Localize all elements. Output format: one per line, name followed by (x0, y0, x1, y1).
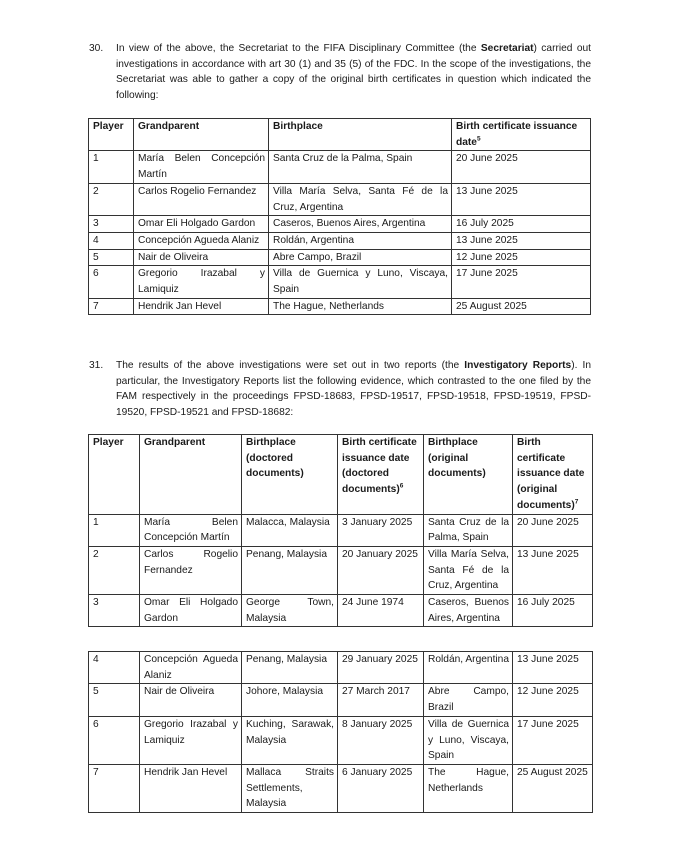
table-cell: María Belen Concepción Martín (134, 151, 269, 183)
table-cell: The Hague, Netherlands (424, 764, 513, 812)
table-cell: Omar Eli Holgado Gardon (134, 216, 269, 233)
table-cell: 2 (89, 546, 140, 594)
table-row (89, 183, 591, 215)
footnote-ref: 7 (574, 498, 579, 506)
table-cell: 29 January 2025 (338, 652, 424, 684)
table-cell: 13 June 2025 (452, 183, 591, 215)
table-cell: 20 June 2025 (513, 514, 593, 546)
table-cell: 2 (89, 183, 134, 215)
birth-certificates-table (88, 118, 591, 315)
table-cell: 13 June 2025 (513, 546, 593, 594)
table-cell: Concepción Agueda Alaniz (140, 652, 242, 684)
footnote-ref: 5 (476, 135, 481, 143)
column-header: Birthplace (doctored documents) (242, 435, 338, 515)
table-row (89, 216, 591, 233)
table-cell: Omar Eli Holgado Gardon (140, 595, 242, 627)
table-row (89, 514, 593, 546)
table-cell: 20 June 2025 (452, 151, 591, 183)
table-cell: Malacca, Malaysia (242, 514, 338, 546)
table-cell: 6 (89, 266, 134, 298)
table-cell: Johore, Malaysia (242, 684, 338, 716)
table-cell: 20 January 2025 (338, 546, 424, 594)
table-cell: 3 (89, 216, 134, 233)
table-header-row (89, 119, 591, 151)
table-cell: Gregorio Irazabal y Lamiquiz (134, 266, 269, 298)
paragraph-30 (89, 41, 591, 103)
table-header-row (89, 435, 593, 515)
table-row (89, 266, 591, 298)
evidence-comparison-table-continued (88, 651, 593, 813)
column-header: Birth certificate issuance date$^5$ (452, 119, 591, 151)
table-cell: Hendrik Jan Hevel (134, 298, 269, 315)
table-cell: 3 January 2025 (338, 514, 424, 546)
table-row (89, 764, 593, 812)
table-cell: Santa Cruz de la Palma, Spain (424, 514, 513, 546)
table-cell: 1 (89, 514, 140, 546)
table-row (89, 546, 593, 594)
paragraph-number: 30. (89, 43, 104, 54)
table-cell: Abre Campo, Brazil (424, 684, 513, 716)
table-cell: 6 (89, 716, 140, 764)
table-cell: Caseros, Buenos Aires, Argentina (424, 595, 513, 627)
table-cell: Roldán, Argentina (269, 232, 452, 249)
table-cell: 12 June 2025 (452, 249, 591, 266)
table-cell: 25 August 2025 (452, 298, 591, 315)
table-cell: 24 June 1974 (338, 595, 424, 627)
table-cell: 1 (89, 151, 134, 183)
table-row (89, 684, 593, 716)
footnote-ref: 6 (399, 482, 404, 490)
table-row (89, 298, 591, 315)
table-cell: 17 June 2025 (452, 266, 591, 298)
table-cell: 17 June 2025 (513, 716, 593, 764)
table-cell: Caseros, Buenos Aires, Argentina (269, 216, 452, 233)
table-cell: 4 (89, 232, 134, 249)
column-header: Player (89, 435, 140, 515)
column-header: Grandparent (140, 435, 242, 515)
table-row (89, 716, 593, 764)
table-row (89, 249, 591, 266)
table-cell: 27 March 2017 (338, 684, 424, 716)
evidence-comparison-table (88, 434, 593, 627)
table-row (89, 595, 593, 627)
table-cell: Kuching, Sarawak, Malaysia (242, 716, 338, 764)
table-cell: Villa de Guernica y Luno, Viscaya, Spain (424, 716, 513, 764)
column-header: Birthplace (original documents) (424, 435, 513, 515)
table-cell: Villa María Selva, Santa Fé de la Cruz, Argentina (269, 183, 452, 215)
column-header: Player (89, 119, 134, 151)
column-header: Birth certificate issuance date (original documents)$^7$ (513, 435, 593, 515)
table-row (89, 652, 593, 684)
table-cell: 25 August 2025 (513, 764, 593, 812)
table-cell: Gregorio Irazabal y Lamiquiz (140, 716, 242, 764)
table-cell: Roldán, Argentina (424, 652, 513, 684)
column-header: Birthplace (269, 119, 452, 151)
table-cell: 8 January 2025 (338, 716, 424, 764)
table-cell: Hendrik Jan Hevel (140, 764, 242, 812)
paragraph-31 (89, 358, 591, 420)
table-cell: The Hague, Netherlands (269, 298, 452, 315)
table-cell: 13 June 2025 (513, 652, 593, 684)
column-header: Birth certificate issuance date (doctored documents)$^6$ (338, 435, 424, 515)
table-row (89, 151, 591, 183)
table-cell: 4 (89, 652, 140, 684)
column-header: Grandparent (134, 119, 269, 151)
table-cell: 13 June 2025 (452, 232, 591, 249)
paragraph-text: In view of the above, the Secretariat to the FIFA Disciplinary Committee (the Secretariat) carried out investigations in accordance with art 30 (1) and 35 (5) of the FDC. In the scope of the investigations, the Secretariat was able to gather a copy of the original birth certificates in question which indicated the following: (116, 43, 591, 101)
table-row (89, 232, 591, 249)
table-cell: Carlos Rogelio Fernandez (134, 183, 269, 215)
table-cell: 7 (89, 764, 140, 812)
table-cell: 3 (89, 595, 140, 627)
table-cell: 7 (89, 298, 134, 315)
paragraph-text: The results of the above investigations were set out in two reports (the Investigatory Reports). In particular, the Investigatory Reports list the following evidence, which contrasted to the one filed by the FAM respectively in the proceedings FPSD-18683, FPSD-19517, FPSD-19518, FPSD-19519, FPSD-19520, FPSD-19521 and FPSD-18682: (116, 360, 591, 418)
table-cell: Villa de Guernica y Luno, Viscaya, Spain (269, 266, 452, 298)
paragraph-number: 31. (89, 360, 104, 371)
table-cell: María Belen Concepción Martín (140, 514, 242, 546)
table-cell: 6 January 2025 (338, 764, 424, 812)
table-cell: 16 July 2025 (513, 595, 593, 627)
table-cell: 12 June 2025 (513, 684, 593, 716)
table-cell: Nair de Oliveira (140, 684, 242, 716)
table-cell: Penang, Malaysia (242, 652, 338, 684)
table-cell: Nair de Oliveira (134, 249, 269, 266)
table-cell: 5 (89, 249, 134, 266)
table-cell: 5 (89, 684, 140, 716)
table-cell: 16 July 2025 (452, 216, 591, 233)
table-cell: George Town, Malaysia (242, 595, 338, 627)
table-cell: Concepción Agueda Alaniz (134, 232, 269, 249)
table-cell: Carlos Rogelio Fernandez (140, 546, 242, 594)
table-cell: Abre Campo, Brazil (269, 249, 452, 266)
table-cell: Santa Cruz de la Palma, Spain (269, 151, 452, 183)
table-cell: Mallaca Straits Settlements, Malaysia (242, 764, 338, 812)
table-cell: Penang, Malaysia (242, 546, 338, 594)
defined-term: Secretariat (480, 43, 534, 54)
table-cell: Villa María Selva, Santa Fé de la Cruz, Argentina (424, 546, 513, 594)
defined-term: Investigatory Reports (464, 360, 572, 371)
